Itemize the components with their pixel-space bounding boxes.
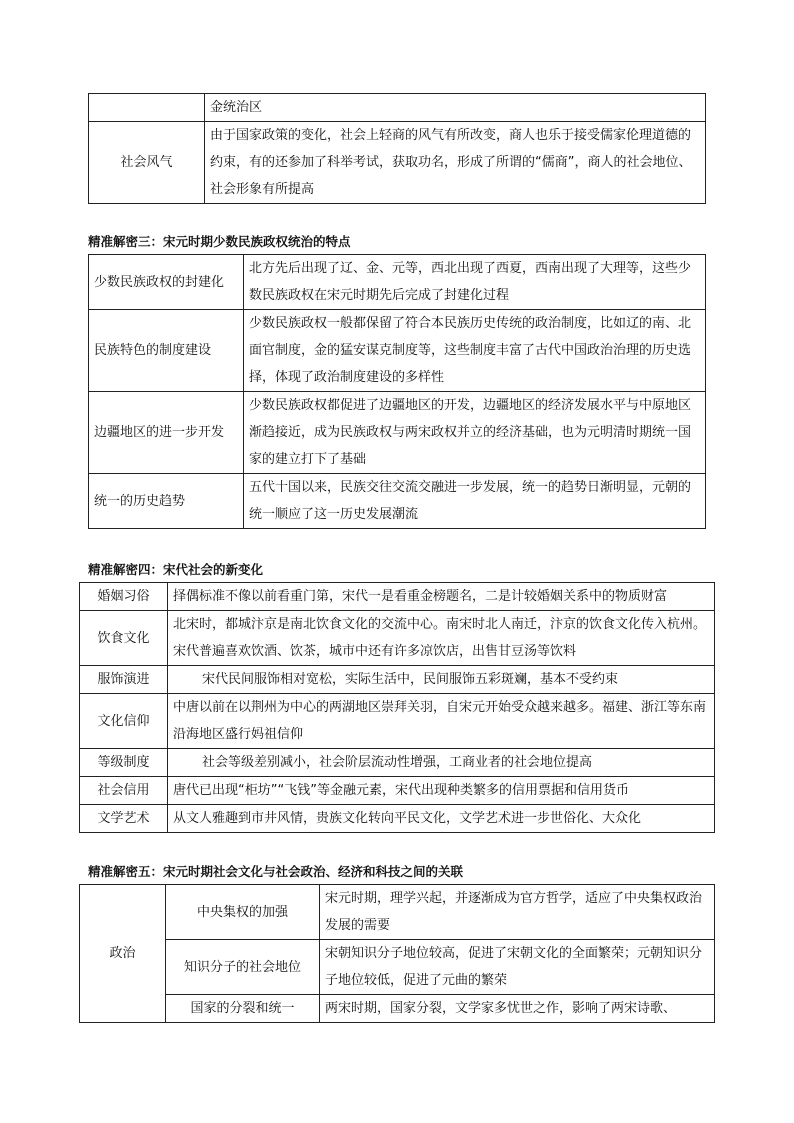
song-society-table bbox=[79, 582, 715, 833]
row-label: 统一的历史趋势 bbox=[89, 474, 244, 529]
row-text: 两宋时期，国家分裂，文学家多忧世之作，影响了两宋诗歌、 bbox=[320, 995, 715, 1023]
table-row bbox=[80, 995, 715, 1023]
row-text: 五代十国以来，民族交往交流交融进一步发展，统一的趋势日渐明显，元朝的统一顺应了这一历史发展潮流 bbox=[244, 474, 706, 529]
table-row bbox=[89, 94, 706, 122]
row-label: 等级制度 bbox=[80, 749, 168, 777]
table-row bbox=[80, 583, 715, 611]
row-text: 由于国家政策的变化，社会上轻商的风气有所改变，商人也乐于接受儒家伦理道德的约束，有的还参加了科举考试，获取功名，形成了所谓的“儒商”，商人的社会地位、社会形象有所提高 bbox=[205, 122, 706, 204]
row-text: 北方先后出现了辽、金、元等，西北出现了西夏，西南出现了大理等，这些少数民族政权在宋元时期先后完成了封建化过程 bbox=[244, 255, 706, 310]
table-row bbox=[89, 392, 706, 474]
row-label: 文化信仰 bbox=[80, 694, 168, 749]
table-row bbox=[80, 749, 715, 777]
table-row bbox=[80, 777, 715, 805]
section-title: 精准解密四：宋代社会的新变化 bbox=[88, 562, 264, 577]
row-text: 少数民族政权都促进了边疆地区的开发，边疆地区的经济发展水平与中原地区渐趋接近，成为民族政权与两宋政权并立的经济基础，也为元明清时期统一国家的建立打下了基础 bbox=[244, 392, 706, 474]
table-row bbox=[89, 255, 706, 310]
row-text: 唐代已出现“柜坊”“飞钱”等金融元素，宋代出现种类繁多的信用票据和信用货币 bbox=[168, 777, 715, 805]
row-label: 社会风气 bbox=[89, 122, 205, 204]
row-label: 婚姻习俗 bbox=[80, 583, 168, 611]
row-text: 宋代民间服饰相对宽松，实际生活中，民间服饰五彩斑斓，基本不受约束 bbox=[168, 666, 715, 694]
group-label: 政治 bbox=[80, 885, 166, 1023]
row-label: 民族特色的制度建设 bbox=[89, 310, 244, 392]
culture-relation-table bbox=[79, 884, 715, 1023]
row-label: 少数民族政权的封建化 bbox=[89, 255, 244, 310]
row-text: 少数民族政权一般都保留了符合本民族历史传统的政治制度，比如辽的南、北面官制度，金的猛安谋克制度等，这些制度丰富了古代中国政治治理的历史选择，体现了政治制度建设的多样性 bbox=[244, 310, 706, 392]
table-row bbox=[80, 885, 715, 940]
table-row bbox=[89, 474, 706, 529]
section-title: 精准解密五：宋元时期社会文化与社会政治、经济和科技之间的关联 bbox=[88, 864, 464, 879]
table-cell: 金统治区 bbox=[205, 94, 706, 122]
table-row bbox=[89, 122, 706, 204]
row-label: 中央集权的加强 bbox=[166, 885, 320, 940]
row-text: 择偶标准不像以前看重门第，宋代一是看重金榜题名，二是计较婚姻关系中的物质财富 bbox=[168, 583, 715, 611]
row-text: 北宋时，都城汴京是南北饮食文化的交流中心。南宋时北人南迁，汴京的饮食文化传入杭州。宋代普遍喜欢饮酒、饮茶，城市中还有许多凉饮店，出售甘豆汤等饮料 bbox=[168, 611, 715, 666]
table-row bbox=[80, 694, 715, 749]
row-text: 社会等级差别减小，社会阶层流动性增强，工商业者的社会地位提高 bbox=[168, 749, 715, 777]
table-row bbox=[80, 611, 715, 666]
row-text: 从文人雅趣到市井风情，贵族文化转向平民文化，文学艺术进一步世俗化、大众化 bbox=[168, 805, 715, 833]
row-label: 文学艺术 bbox=[80, 805, 168, 833]
row-label: 社会信用 bbox=[80, 777, 168, 805]
table-row bbox=[89, 310, 706, 392]
row-label: 饮食文化 bbox=[80, 611, 168, 666]
table-row bbox=[80, 805, 715, 833]
row-text: 中唐以前在以荆州为中心的两湖地区崇拜关羽，自宋元开始受众越来越多。福建、浙江等东南沿海地区盛行妈祖信仰 bbox=[168, 694, 715, 749]
row-label: 边疆地区的进一步开发 bbox=[89, 392, 244, 474]
section-title: 精准解密三：宋元时期少数民族政权统治的特点 bbox=[88, 234, 351, 249]
row-text: 宋元时期，理学兴起，并逐渐成为官方哲学，适应了中央集权政治发展的需要 bbox=[320, 885, 715, 940]
table-cell-empty bbox=[89, 94, 205, 122]
row-label: 服饰演进 bbox=[80, 666, 168, 694]
social-table-continued bbox=[88, 93, 706, 204]
minority-regime-table bbox=[88, 254, 706, 529]
row-label: 知识分子的社会地位 bbox=[166, 940, 320, 995]
row-label: 国家的分裂和统一 bbox=[166, 995, 320, 1023]
table-row bbox=[80, 666, 715, 694]
table-row bbox=[80, 940, 715, 995]
row-text: 宋朝知识分子地位较高，促进了宋朝文化的全面繁荣；元朝知识分子地位较低，促进了元曲的繁荣 bbox=[320, 940, 715, 995]
